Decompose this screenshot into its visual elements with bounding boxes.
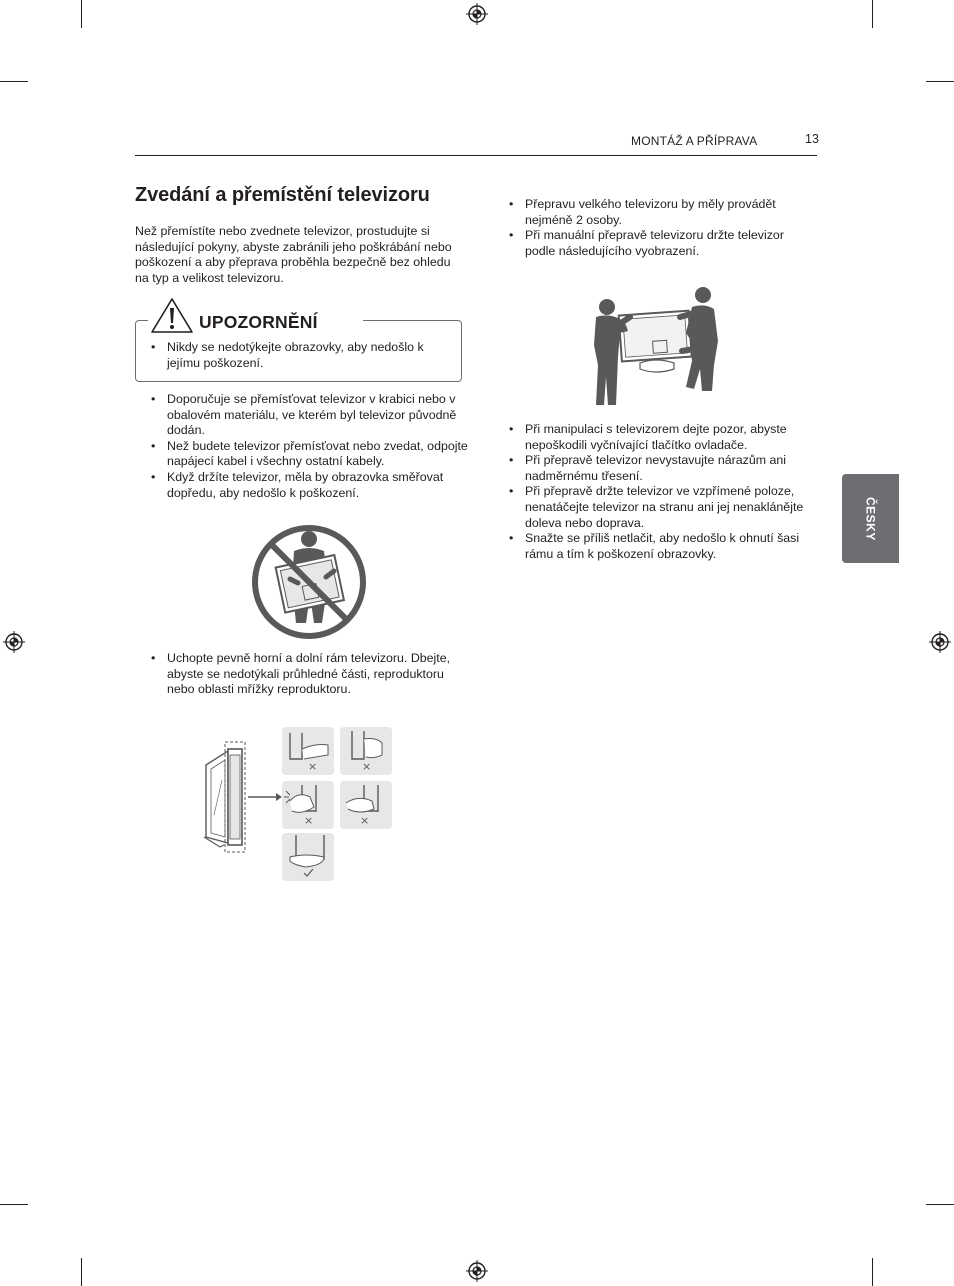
list-item: • Když držíte televizor, měla by obrazovka směřovat dopředu, aby nedošlo k poškození. xyxy=(151,470,469,501)
list-item: • Snažte se příliš netlačit, aby nedošlo k ohnutí šasi rámu a tím k poškození obrazovky. xyxy=(509,531,819,562)
list-item: • Doporučuje se přemísťovat televizor v krabici nebo v obalovém materiálu, ve kterém byl televizor původně dodán. xyxy=(151,392,469,439)
left-bullet-list xyxy=(151,651,451,698)
svg-text:×: × xyxy=(360,814,370,827)
page-title: Zvedání a přemístění televizoru xyxy=(135,184,430,206)
svg-text:×: × xyxy=(304,814,314,827)
language-tab-label: ČESKY xyxy=(863,496,878,541)
page-number: 13 xyxy=(805,132,819,146)
registration-mark-icon xyxy=(929,631,951,653)
crop-mark xyxy=(0,81,28,82)
two-person-carry-illustration xyxy=(590,285,722,407)
list-item: • Než budete televizor přemísťovat nebo zvedat, odpojte napájecí kabel i všechny ostatní kabely. xyxy=(151,439,469,470)
registration-mark-icon xyxy=(3,631,25,653)
language-tab xyxy=(842,474,899,563)
list-item: • Při manuální přepravě televizoru držte televizor podle následujícího vyobrazení. xyxy=(509,228,809,259)
header-section-title: MONTÁŽ A PŘÍPRAVA xyxy=(631,134,758,148)
prohibited-carry-illustration xyxy=(250,523,368,641)
intro-paragraph: Než přemístíte nebo zvednete televizor, prostudujte si následující pokyny, abyste zabránili jeho poškrábání nebo poškození a aby přeprava proběhla bezpečně bez ohledu na typ a velikost televizoru. xyxy=(135,224,452,285)
crop-mark xyxy=(872,1258,873,1286)
right-bullet-list xyxy=(509,422,819,562)
registration-mark-icon xyxy=(466,1260,488,1282)
svg-text:×: × xyxy=(362,760,372,773)
crop-mark xyxy=(0,1204,28,1205)
svg-text:×: × xyxy=(308,760,318,773)
caution-list xyxy=(151,340,451,371)
crop-mark xyxy=(872,0,873,28)
warning-triangle-icon xyxy=(150,297,194,334)
list-item: • Uchopte pevně horní a dolní rám televizoru. Dbejte, abyste se nedotýkali průhledné části, reproduktoru nebo oblasti mřížky reproduktoru. xyxy=(151,651,451,698)
crop-mark xyxy=(81,1258,82,1286)
registration-mark-icon xyxy=(466,3,488,25)
crop-mark xyxy=(81,0,82,28)
crop-mark xyxy=(926,1204,954,1205)
list-item: • Nikdy se nedotýkejte obrazovky, aby nedošlo k jejímu poškození. xyxy=(151,340,451,371)
list-item: • Při přepravě televizor nevystavujte nárazům ani nadměrnému třesení. xyxy=(509,453,819,484)
list-item: • Při přepravě držte televizor ve vzpřímené poloze, nenatáčejte televizor na stranu ani jej nenaklánějte doleva nebo doprava. xyxy=(509,484,819,531)
tv-grip-illustration xyxy=(198,725,396,885)
header-divider xyxy=(135,155,817,156)
list-item: • Při manipulaci s televizorem dejte pozor, abyste nepoškodili vyčnívající tlačítko ovladače. xyxy=(509,422,819,453)
crop-mark xyxy=(926,81,954,82)
right-bullet-list xyxy=(509,197,809,259)
list-item: • Přepravu velkého televizoru by měly provádět nejméně 2 osoby. xyxy=(509,197,809,228)
caution-label: UPOZORNĚNÍ xyxy=(199,312,318,332)
left-bullet-list xyxy=(151,392,469,501)
